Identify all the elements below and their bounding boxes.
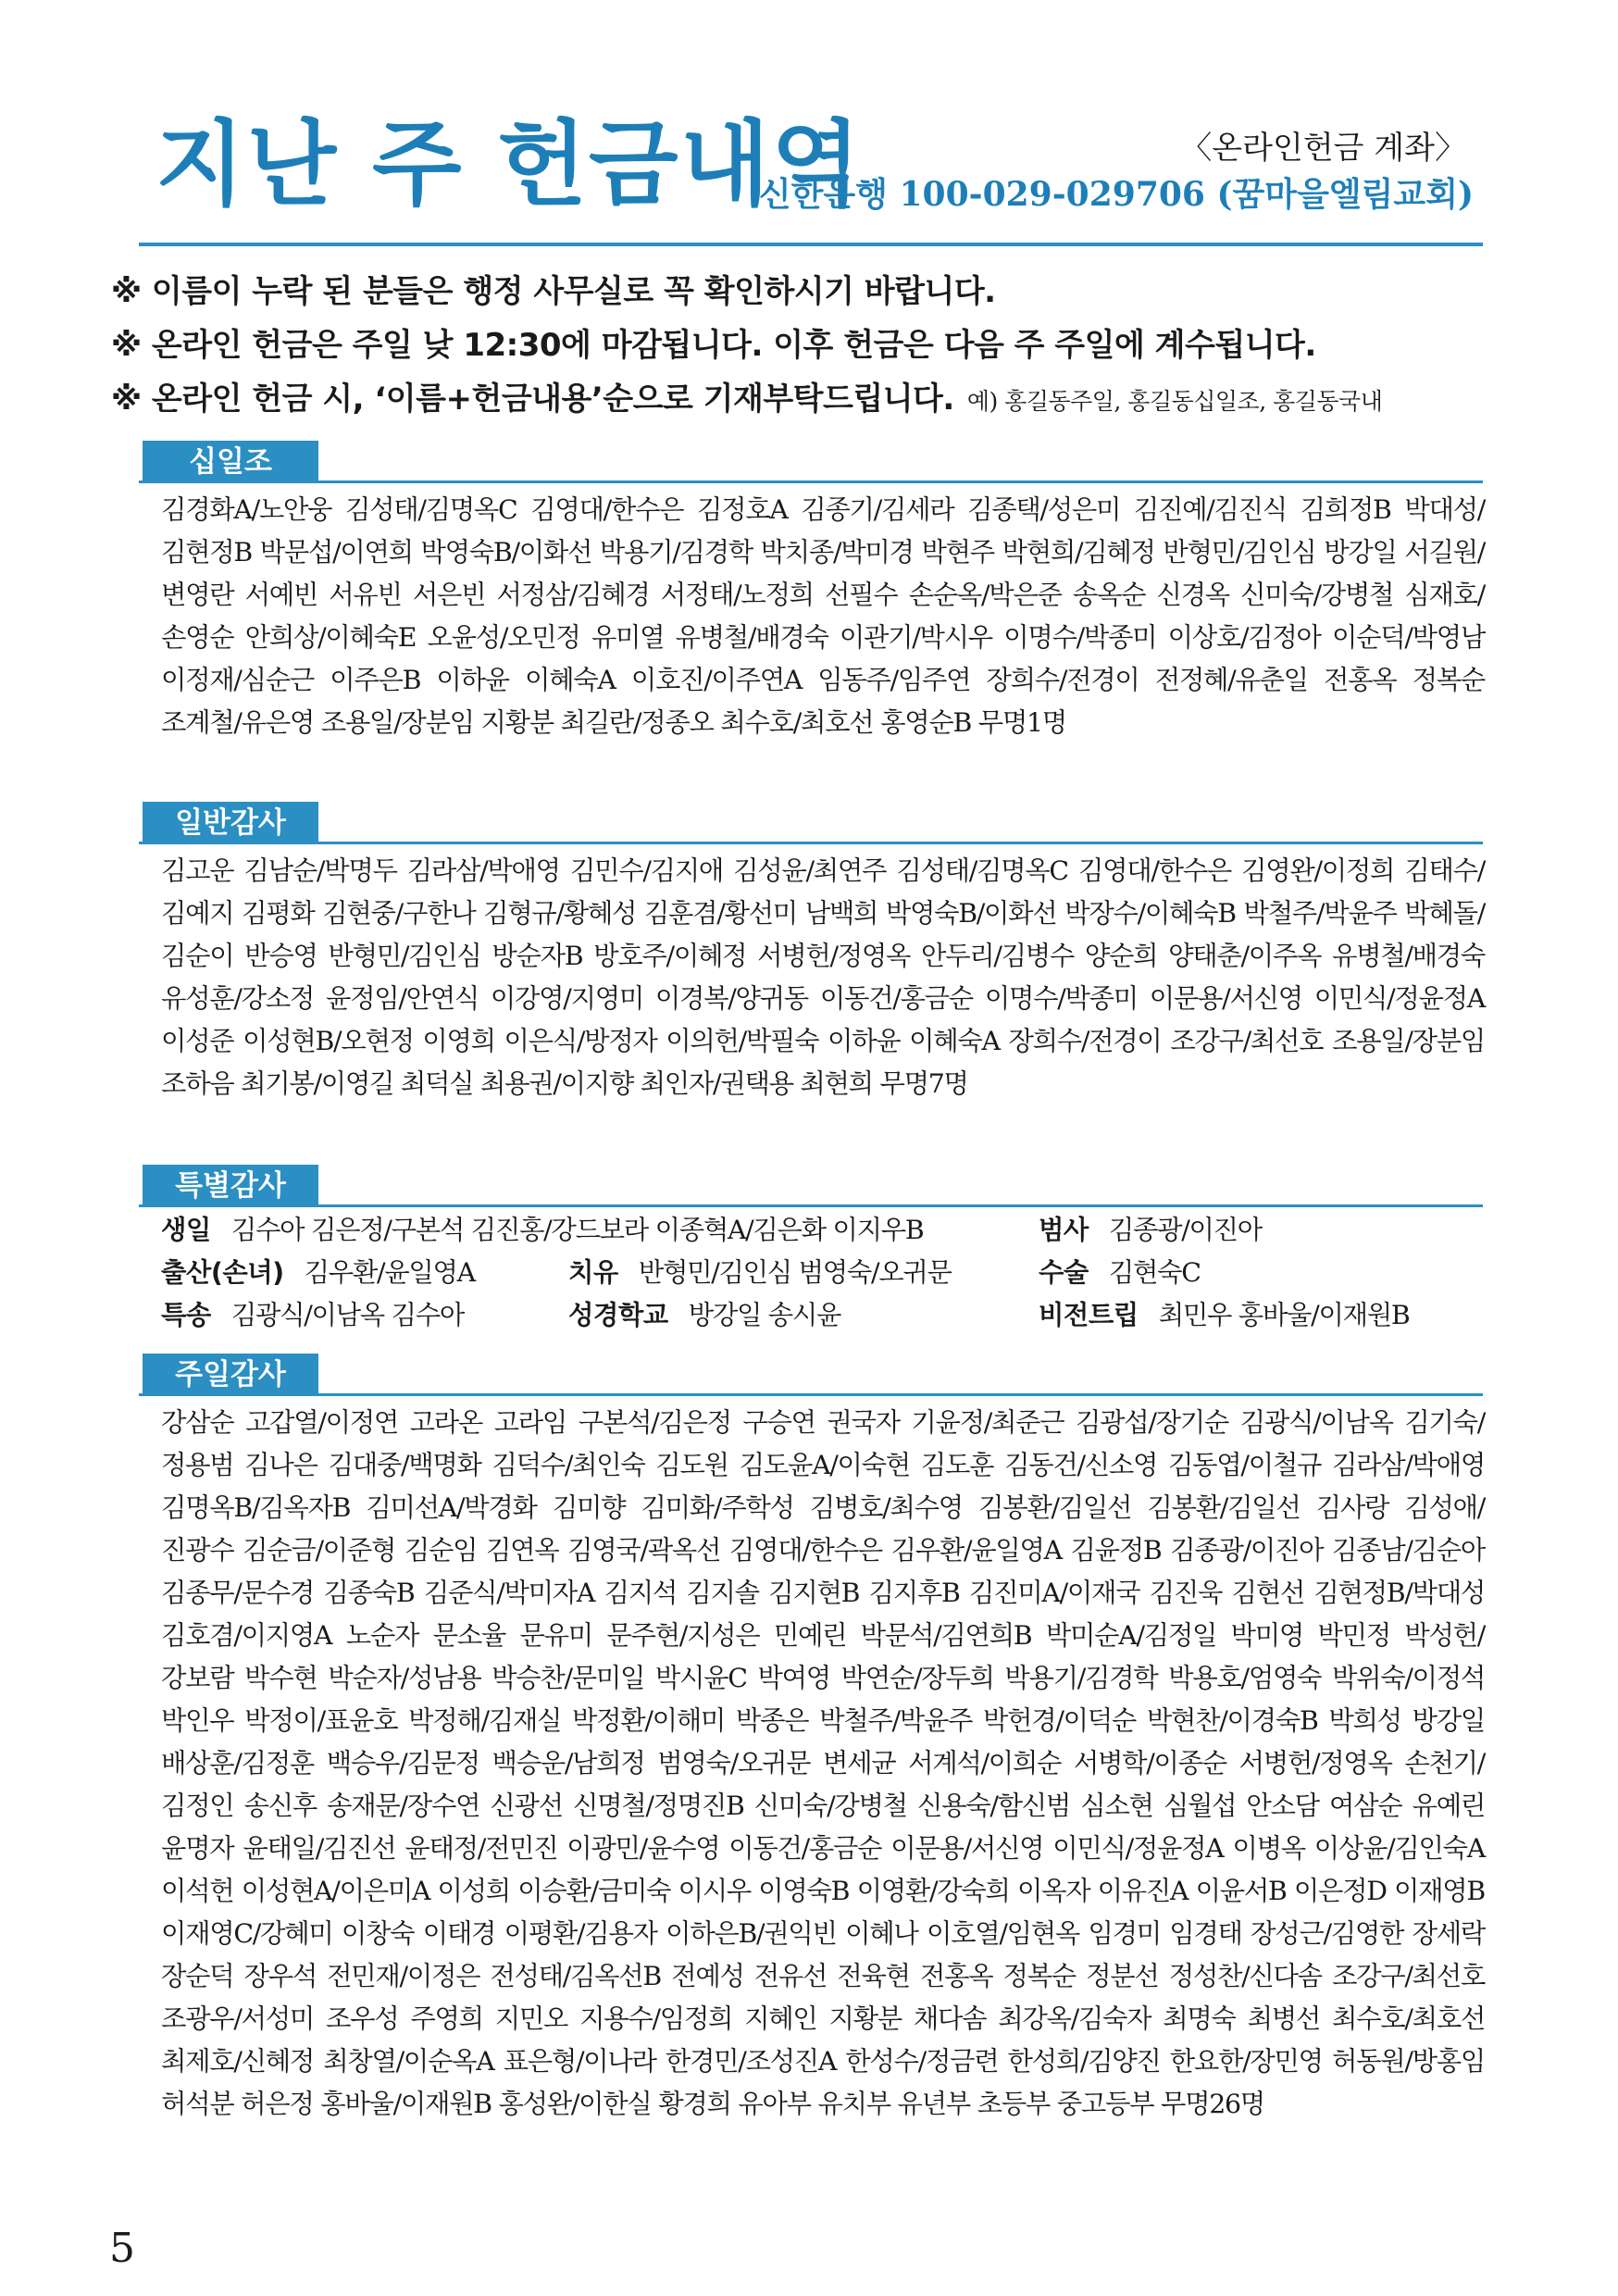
special-names: 김수아 김은정/구본석 김진홍/강드보라 이종혁A/김은화 이지우B xyxy=(230,1215,924,1245)
section-divider xyxy=(139,1393,1483,1396)
donor-names: 강삼순 고갑열/이정연 고라온 고라임 구본석/김은정 구승연 권국자 기윤정/최준근 김광섭/장기순 김광식/이남옥 김기숙/정용범 김나은 김대중/백명화 김덕수/최인숙 김도원 김도윤A/이숙현 김도훈 김동건/신소영 김동엽/이철규 김라삼/박애영 김명옥B/김옥자B 김미선A/박경화 김미향 김미화/주학성 김병호/최수영 김봉환/김일선 김봉환/김일선 김사랑 김성애/진광수 김순금/이준형 김순임 김연옥 김영국/곽옥선 김영대/한수은 김우환/윤일영A 김윤정B 김종광/이진아 김종남/김순아 김종무/문수경 김종숙B 김준식/박미자A 김지석 김지솔 김지현B 김지후B 김진미A/이재국 김진욱 김현선 김현정B/박대성 김호겸/이지영A 노순자 문소율 문유미 문주현/지성은 민예린 박문석/김연희B 박미순A/김정일 박미영 박민정 박성헌/강보람 박수현 박순자/성남용 박승찬/문미일 박시윤C 박여영 박연순/장두희 박용기/김경학 박용호/엄영숙 박위숙/이정석 박인우 박정이/표윤호 박정해/김재실 박정환/이해미 박종은 박철주/박윤주 박헌경/이덕순 박현찬/이경숙B 박희성 방강일 배상훈/김정훈 백승우/김문정 백승운/남희정 범영숙/오귀문 변세균 서계석/이희순 서병학/이종순 서병헌/정영옥 손천기/김정인 송신후 송재문/장수연 신광선 신명철/정명진B 신미숙/강병철 신용숙/함신범 심소현 심월섭 안소담 여삼순 유예린 윤명자 윤태일/김진선 윤태정/전민진 이광민/윤수영 이동건/홍금순 이문용/서신영 이민식/정윤정A 이병옥 이상윤/김인숙A 이석헌 이성현A/이은미A 이성희 이승환/금미숙 이시우 이영숙B 이영환/강숙희 이옥자 이유진A 이윤서B 이은정D 이재영B 이재영C/강혜미 이창숙 이태경 이평환/김용자 이하은B/권익빈 이혜나 이호열/임현옥 임경미 임경태 장성근/김영한 장세락 장순덕 장우석 전민재/이정은 전성태/김옥선B 전예성 전유선 전육현 전홍옥 정복순 정분선 정성찬/신다솜 조강구/최선호 조광우/서성미 조우성 주영희 지민오 지용수/임정희 지혜인 지황분 채다솜 최강옥/김숙자 최명숙 최병선 최수호/최호선 최제호/신혜정 최창열/이순옥A 표은형/이나라 한경민/조성진A 한성수/정금련 한성희/김양진 한요한/장민영 허동원/방홍임 허석분 허은정 홍바울/이재원B 홍성완/이한실 황경희 유아부 유치부 유년부 초등부 중고등부 무명26명 xyxy=(161,1407,1485,2119)
special-row xyxy=(161,1294,1485,1337)
special-category: 범사 xyxy=(1039,1215,1089,1245)
special-names: 최민우 홍바울/이재원B xyxy=(1158,1300,1410,1330)
section-divider xyxy=(139,1204,1483,1207)
section-divider xyxy=(139,842,1483,844)
special-category: 비전트립 xyxy=(1039,1300,1139,1330)
section-sunday xyxy=(139,1348,1483,2126)
account-label: 〈온라인헌금 계좌〉 xyxy=(1180,130,1466,167)
notice-list xyxy=(111,265,1490,429)
page-title: 지난 주 헌금내역 xyxy=(156,110,863,218)
donor-names: 김고운 김남순/박명두 김라삼/박애영 김민수/김지애 김성윤/최연주 김성태/김명옥C 김영대/한수은 김영완/이정희 김태수/김예지 김평화 김현중/구한나 김형규/황혜성 김훈겸/황선미 남백희 박영숙B/이화선 박장수/이혜숙B 박철주/박윤주 박혜돌/김순이 반승영 반형민/김인심 방순자B 방호주/이혜정 서병헌/정영옥 안두리/김병수 양순희 양태춘/이주옥 유병철/배경숙 유성훈/강소정 윤정임/안연식 이강영/지영미 이경복/양귀동 이동건/홍금순 이명수/박종미 이문용/서신영 이민식/정윤정A 이성준 이성현B/오현정 이영희 이은식/방정자 이의헌/박필숙 이하윤 이혜숙A 장희수/전경이 조강구/최선호 조용일/장분임 조하음 최기봉/이영길 최덕실 최용권/이지향 최인자/권택용 최현희 무명7명 xyxy=(161,855,1485,1099)
special-entry xyxy=(1039,1294,1409,1337)
section-header xyxy=(139,1348,1483,1396)
notice-text: ※ 이름이 누락 된 분들은 행정 사무실로 꼭 확인하시기 바랍니다. xyxy=(111,273,996,310)
special-offering-grid xyxy=(161,1209,1485,1337)
special-entry xyxy=(1039,1252,1201,1294)
donor-names: 김경화A/노안웅 김성태/김명옥C 김영대/한수은 김정호A 김종기/김세라 김종택/성은미 김진예/김진식 김희정B 박대성/김현정B 박문섭/이연희 박영숙B/이화선 박용기/김경학 박치종/박미경 박현주 박현희/김혜정 반형민/김인심 방강일 서길원/변영란 서예빈 서유빈 서은빈 서정삼/김혜경 서정태/노정희 선필수 손순옥/박은준 송옥순 신경옥 신미숙/강병철 심재호/손영순 안희상/이혜숙E 오윤성/오민정 유미열 유병철/배경숙 이관기/박시우 이명수/박종미 이상호/김정아 이순덕/박영남 이정재/심순근 이주은B 이하윤 이혜숙A 이호진/이주연A 임동주/임주연 장희수/전경이 전정혜/유춘일 전홍옥 정복순 조계철/유은영 조용일/장분임 지황분 최길란/정종오 최수호/최호선 홍영순B 무명1명 xyxy=(161,494,1485,738)
section-header xyxy=(139,796,1483,844)
section-badge: 특별감사 xyxy=(143,1165,318,1207)
section-badge: 일반감사 xyxy=(143,802,318,844)
special-category: 생일 xyxy=(161,1215,211,1245)
title-divider xyxy=(139,243,1483,246)
special-names: 김종광/이진아 xyxy=(1108,1215,1262,1245)
special-entry xyxy=(1039,1209,1262,1252)
special-entry xyxy=(161,1294,464,1337)
notice-item xyxy=(111,265,1490,318)
section-header xyxy=(139,1159,1483,1207)
special-entry xyxy=(568,1252,952,1294)
special-entry xyxy=(161,1209,923,1252)
special-row xyxy=(161,1209,1485,1252)
notice-item xyxy=(111,318,1490,372)
special-names: 김우환/윤일영A xyxy=(304,1257,475,1288)
special-category: 수술 xyxy=(1039,1257,1089,1288)
special-entry xyxy=(161,1252,475,1294)
special-category: 성경학교 xyxy=(568,1300,668,1330)
special-names: 방강일 송시윤 xyxy=(688,1300,841,1330)
page-number: 5 xyxy=(109,2225,135,2272)
section-thanksgiving xyxy=(139,796,1483,1105)
special-category: 출산(손녀) xyxy=(161,1257,284,1288)
section-badge: 주일감사 xyxy=(143,1354,318,1396)
section-special xyxy=(139,1159,1483,1337)
account-info: 신한은행 100-029-029706 (꿈마을엘림교회) xyxy=(758,175,1474,214)
section-divider xyxy=(139,480,1483,483)
section-badge: 십일조 xyxy=(143,441,318,483)
special-names: 김광식/이남옥 김수아 xyxy=(230,1300,464,1330)
special-names: 반형민/김인심 범영숙/오귀문 xyxy=(638,1257,952,1288)
notice-example: 예) 홍길동주일, 홍길동십일조, 홍길동국내 xyxy=(966,388,1383,415)
special-entry xyxy=(568,1294,840,1337)
notice-item xyxy=(111,372,1490,429)
special-category: 치유 xyxy=(568,1257,618,1288)
notice-text: ※ 온라인 헌금은 주일 낮 12:30에 마감됩니다. 이후 헌금은 다음 주 주일에 계수됩니다. xyxy=(111,327,1316,364)
special-names: 김현숙C xyxy=(1108,1257,1201,1288)
section-header xyxy=(139,435,1483,483)
notice-text: ※ 온라인 헌금 시, ‘이름+헌금내용’순으로 기재부탁드립니다. xyxy=(111,381,954,418)
special-row xyxy=(161,1252,1485,1294)
section-tithe xyxy=(139,435,1483,744)
special-category: 특송 xyxy=(161,1300,211,1330)
